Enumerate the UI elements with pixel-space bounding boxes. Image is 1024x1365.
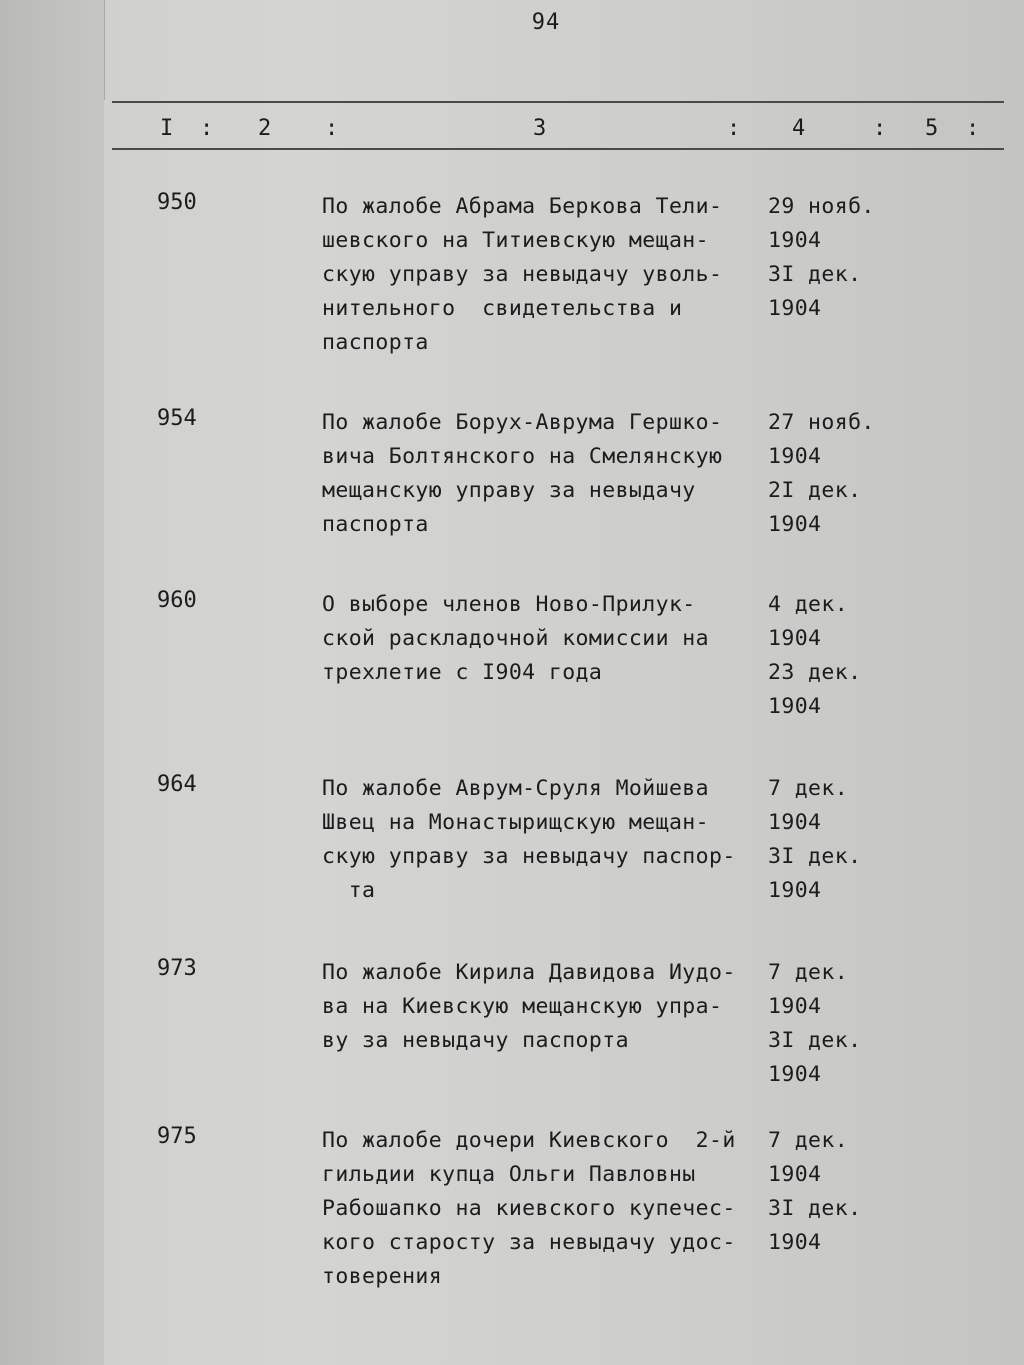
- description-line: По жалобе Кирила Давидова Иудо-: [322, 960, 736, 985]
- header-col-1: I: [160, 116, 174, 141]
- end-date: 2I дек.: [768, 478, 862, 503]
- end-date: 3I дек.: [768, 844, 862, 869]
- end-year: 1904: [768, 1062, 822, 1087]
- description-line: О выборе членов Ново-Прилук-: [322, 592, 696, 617]
- description-line: вича Болтянского на Смелянскую: [322, 444, 723, 469]
- description-line: кого старосту за невыдачу удос-: [322, 1230, 736, 1255]
- header-separator: :: [966, 116, 980, 141]
- adjacent-page-edge: [0, 0, 104, 1365]
- description-line: нительного свидетельства и: [322, 296, 683, 321]
- start-year: 1904: [768, 810, 822, 835]
- end-date: 3I дек.: [768, 262, 862, 287]
- table-header: [0, 116, 1024, 146]
- header-col-3: 3: [533, 116, 547, 141]
- description-line: шевского на Титиевскую мещан-: [322, 228, 709, 253]
- description-line: скую управу за невыдачу уволь-: [322, 262, 723, 287]
- description-line: По жалобе Абрама Беркова Тели-: [322, 194, 723, 219]
- description-line: скую управу за невыдачу паспор-: [322, 844, 736, 869]
- case-number: 964: [157, 772, 197, 797]
- end-date: 3I дек.: [768, 1196, 862, 1221]
- description-line: По жалобе дочери Киевского 2-й: [322, 1128, 736, 1153]
- description-line: мещанскую управу за невыдачу: [322, 478, 696, 503]
- header-col-2: 2: [258, 116, 272, 141]
- end-year: 1904: [768, 512, 822, 537]
- case-number: 960: [157, 588, 197, 613]
- case-description: [322, 956, 767, 1058]
- description-line: гильдии купца Ольги Павловны: [322, 1162, 696, 1187]
- description-line: паспорта: [322, 330, 429, 355]
- case-number: 975: [157, 1124, 197, 1149]
- case-description: [322, 406, 767, 542]
- end-year: 1904: [768, 878, 822, 903]
- description-line: паспорта: [322, 512, 429, 537]
- description-line: По жалобе Аврум-Сруля Мойшева: [322, 776, 709, 801]
- case-dates: [768, 406, 1008, 542]
- end-date: 23 дек.: [768, 660, 862, 685]
- case-dates: [768, 190, 1008, 326]
- start-date: 27 нояб.: [768, 410, 875, 435]
- case-dates: [768, 956, 1008, 1092]
- description-line: товерения: [322, 1264, 443, 1289]
- header-separator: :: [325, 116, 339, 141]
- start-year: 1904: [768, 1162, 822, 1187]
- case-number: 950: [157, 190, 197, 215]
- description-line: ской раскладочной комиссии на: [322, 626, 709, 651]
- end-year: 1904: [768, 1230, 822, 1255]
- case-description: [322, 1124, 767, 1294]
- header-col-4: 4: [792, 116, 806, 141]
- description-line: ву за невыдачу паспорта: [322, 1028, 629, 1053]
- case-description: [322, 772, 767, 908]
- start-year: 1904: [768, 444, 822, 469]
- start-date: 4 дек.: [768, 592, 849, 617]
- case-dates: [768, 1124, 1008, 1260]
- header-separator: :: [873, 116, 887, 141]
- end-year: 1904: [768, 296, 822, 321]
- case-description: [322, 190, 767, 360]
- start-date: 7 дек.: [768, 960, 849, 985]
- start-date: 29 нояб.: [768, 194, 875, 219]
- start-year: 1904: [768, 228, 822, 253]
- case-number: 954: [157, 406, 197, 431]
- page-number: 94: [531, 10, 561, 35]
- header-bottom-rule: [112, 148, 1004, 150]
- case-dates: [768, 772, 1008, 908]
- description-line: Швец на Монастырищскую мещан-: [322, 810, 709, 835]
- case-number: 973: [157, 956, 197, 981]
- header-separator: :: [200, 116, 214, 141]
- description-line: По жалобе Борух-Аврума Гершко-: [322, 410, 723, 435]
- start-year: 1904: [768, 626, 822, 651]
- header-separator: :: [727, 116, 741, 141]
- description-line: ва на Киевскую мещанскую упра-: [322, 994, 723, 1019]
- start-date: 7 дек.: [768, 776, 849, 801]
- end-year: 1904: [768, 694, 822, 719]
- description-line: Рабошапко на киевского купечес-: [322, 1196, 736, 1221]
- header-top-rule: [112, 101, 1004, 103]
- end-date: 3I дек.: [768, 1028, 862, 1053]
- header-col-5: 5: [925, 116, 939, 141]
- description-line: трехлетие с I904 года: [322, 660, 603, 685]
- case-description: [322, 588, 767, 690]
- description-line: та: [322, 878, 376, 903]
- start-year: 1904: [768, 994, 822, 1019]
- start-date: 7 дек.: [768, 1128, 849, 1153]
- case-dates: [768, 588, 1008, 724]
